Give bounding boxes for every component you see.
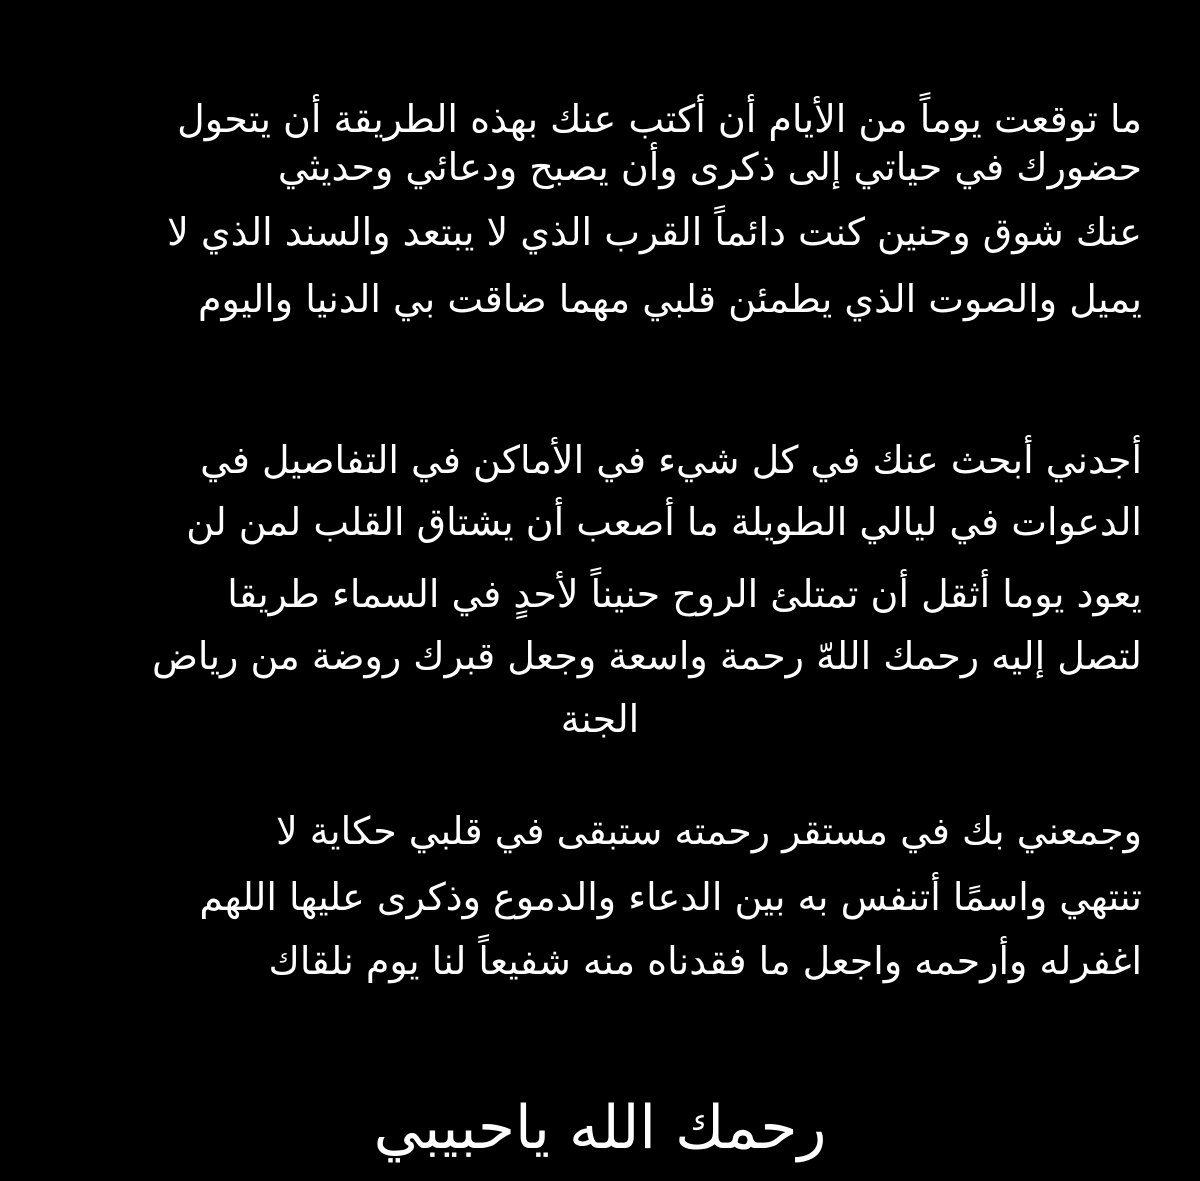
paragraph-1-line-3: عنك شوق وحنين كنت دائماً القرب الذي لا يبتعد والسند الذي لا	[167, 210, 1142, 254]
paragraph-2-line-4: لتصل إليه رحمك اللهّ رحمة واسعة وجعل قبرك روضة من رياض	[151, 634, 1142, 678]
paragraph-3-line-3: اغفرله وأرحمه واجعل ما فقدناه منه شفيعاً لنا يوم نلقاك	[268, 939, 1142, 983]
paragraph-1-line-1: ما توقعت يوماً من الأيام أن أكتب عنك بهذه الطريقة أن يتحول	[177, 97, 1142, 141]
paragraph-2-line-5: الجنة	[560, 697, 640, 741]
paragraph-1-line-4: يميل والصوت الذي يطمئن قلبي مهما ضاقت بي الدنيا واليوم	[198, 277, 1142, 321]
paragraph-2-line-2: الدعوات في ليالي الطويلة ما أصعب أن يشتاق القلب لمن لن	[186, 500, 1142, 544]
paragraph-1-line-2: حضورك في حياتي إلى ذكرى وأن يصبح ودعائي وحديثي	[277, 145, 1142, 189]
paragraph-2-line-1: أجدني أبحث عنك في كل شيء في الأماكن في التفاصيل في	[200, 438, 1142, 482]
paragraph-3-line-1: وجمعني بك في مستقر رحمته ستبقى في قلبي حكاية لا	[275, 809, 1142, 853]
paragraph-2-line-3: يعود يوما أثقل أن تمتلئ الروح حنيناً لأحدٍ في السماء طريقا	[227, 572, 1142, 616]
paragraph-3-line-2: تنتهي واسمًا أتنفس به بين الدعاء والدموع وذكرى عليها اللهم	[199, 875, 1142, 919]
signature-text: رحمك الله ياحبيبي	[373, 1093, 827, 1163]
